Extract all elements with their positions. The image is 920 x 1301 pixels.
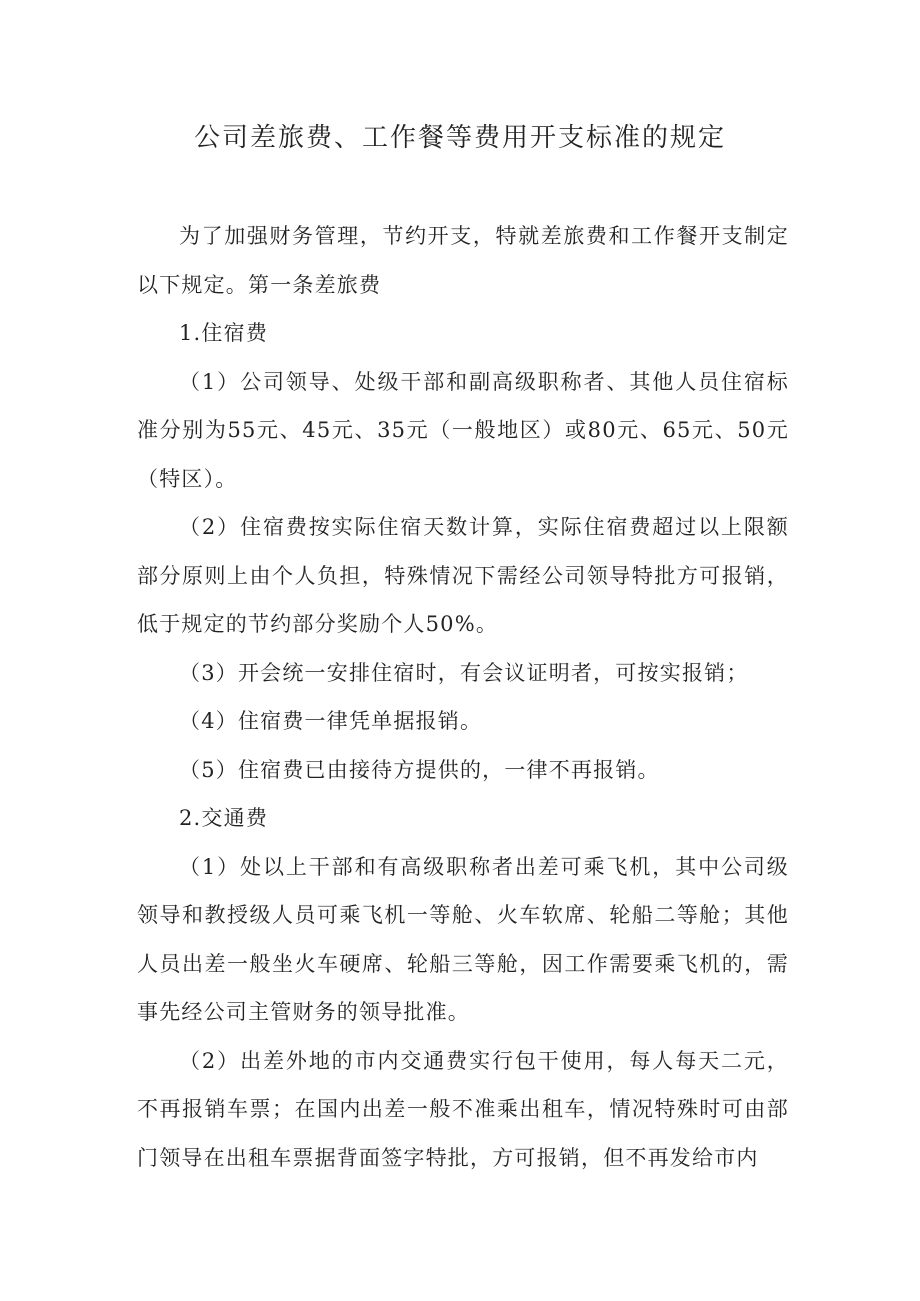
paragraph-lodging-4: （4）住宿费一律凭单据报销。 (179, 709, 483, 733)
paragraph-lodging-1: （1）公司领导、处级干部和副高级职称者、其他人员住宿标准分别为55元、45元、35元（一般地区）或80元、65元、50元（特区）。 (137, 369, 789, 491)
paragraph-lodging-2: （2）住宿费按实际住宿天数计算，实际住宿费超过以上限额部分原则上由个人负担，特殊情况下需经公司领导特批方可报销，低于规定的节约部分奖励个人50%。 (137, 515, 789, 636)
paragraph-transport-2: （2）出差外地的市内交通费实行包干使用，每人每天二元，不再报销车票；在国内出差一般不准乘出租车，情况特殊时可由部门领导在出租车票据背面签字特批，方可报销，但不再发给市内 (137, 1048, 789, 1170)
heading-lodging: 1.住宿费 (179, 321, 269, 345)
paragraph-lodging-3: （3）开会统一安排住宿时，有会议证明者，可按实报销； (179, 660, 749, 685)
document-body (137, 212, 789, 1182)
document-title: 公司差旅费、工作餐等费用开支标准的规定 (193, 123, 726, 153)
paragraph-intro: 为了加强财务管理，节约开支，特就差旅费和工作餐开支制定以下规定。第一条差旅费 (137, 224, 789, 297)
heading-transport: 2.交通费 (179, 806, 269, 830)
paragraph-lodging-5: （5）住宿费已由接待方提供的，一律不再报销。 (179, 757, 660, 782)
paragraph-transport-1: （1）处以上干部和有高级职称者出差可乘飞机，其中公司级领导和教授级人员可乘飞机一等舱、火车软席、轮船二等舱；其他人员出差一般坐火车硬席、轮船三等舱，因工作需要乘飞机的，需事先经公司主管财务的领导批准。 (137, 854, 789, 1024)
